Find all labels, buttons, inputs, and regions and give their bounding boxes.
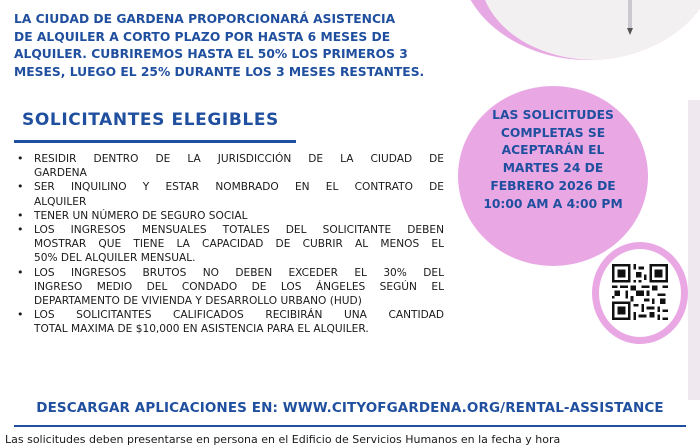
list-item xyxy=(14,266,444,309)
list-item-line: LOS SOLICITANTES CALIFICADOS RECIBIRÁN UNA CANTIDAD xyxy=(34,309,444,322)
footer-text: Las solicitudes deben presentarse en persona en el Edificio de Servicios Humanos en la fecha y hora xyxy=(5,433,561,446)
notice-line: FEBRERO 2026 DE xyxy=(490,178,616,193)
eligibility-heading: SOLICITANTES ELEGIBLES xyxy=(22,110,279,130)
intro-line: LA CIUDAD DE GARDENA PROPORCIONARÁ ASISTENCIA xyxy=(14,12,396,26)
bullet-icon: • xyxy=(17,180,24,194)
bullet-icon: • xyxy=(17,265,24,279)
notice-line: ACEPTARÁN EL xyxy=(501,143,605,158)
list-item-line: TENER UN NÚMERO DE SEGURO SOCIAL xyxy=(34,209,248,222)
qr-code-icon[interactable] xyxy=(612,264,668,320)
list-item xyxy=(14,223,444,266)
decorative-strip xyxy=(688,100,700,400)
eligibility-list xyxy=(14,152,444,337)
list-item-line: 50% DEL ALQUILER MENSUAL. xyxy=(34,252,196,265)
intro-line: ALQUILER. CUBRIREMOS HASTA EL 50% LOS PRIMEROS 3 xyxy=(14,47,408,61)
intro-line: DE ALQUILER A CORTO PLAZO POR HASTA 6 MESES DE xyxy=(14,29,391,44)
list-item-line: INGRESO MEDIO DEL CONDADO DE LOS ÁNGELES SEGÚN EL xyxy=(34,280,444,293)
list-item-line: LOS INGRESOS BRUTOS NO DEBEN EXCEDER EL 30% DEL xyxy=(34,266,444,279)
pen-icon xyxy=(628,0,632,28)
list-item-line: LOS INGRESOS MENSUALES TOTALES DEL SOLICITANTE DEBEN xyxy=(34,224,444,237)
submission-notice xyxy=(458,107,648,213)
list-item xyxy=(14,209,444,223)
bullet-icon: • xyxy=(17,152,24,165)
list-item-line: MOSTRAR QUE TIENE LA CAPACIDAD DE CUBRIR AL MENOS EL xyxy=(34,238,444,251)
notice-line: 10:00 AM A 4:00 PM xyxy=(483,196,623,211)
download-link[interactable]: DESCARGAR APLICACIONES EN: WWW.CITYOFGARDENA.ORG/RENTAL-ASSISTANCE xyxy=(36,400,664,416)
photo-placeholder xyxy=(480,0,700,60)
list-item xyxy=(14,152,444,180)
decorative-circle-top xyxy=(458,0,700,60)
bullet-icon: • xyxy=(17,208,24,222)
bullet-icon: • xyxy=(17,308,24,322)
intro-text xyxy=(14,11,454,81)
download-underline xyxy=(14,425,686,427)
list-item xyxy=(14,180,444,208)
list-item-line: ALQUILER xyxy=(34,195,87,208)
list-item-line: GARDENA xyxy=(34,167,87,180)
list-item xyxy=(14,308,444,336)
bullet-icon: • xyxy=(17,223,24,237)
list-item-line: SER INQUILINO Y ESTAR NOMBRADO EN EL CONTRATO DE xyxy=(34,181,444,194)
notice-line: COMPLETAS SE xyxy=(500,125,606,140)
list-item-line: DEPARTAMENTO DE VIVIENDA Y DESARROLLO URBANO (HUD) xyxy=(34,295,362,308)
notice-line: LAS SOLICITUDES xyxy=(492,108,614,122)
heading-underline xyxy=(14,140,296,143)
qr-circle[interactable] xyxy=(599,249,681,337)
intro-line: MESES, LUEGO EL 25% DURANTE LOS 3 MESES RESTANTES. xyxy=(14,64,425,79)
list-item-line: RESIDIR DENTRO DE LA JURISDICCIÓN DE LA CIUDAD DE xyxy=(34,153,444,165)
list-item-line: TOTAL MAXIMA DE $10,000 EN ASISTENCIA PARA EL ALQUILER. xyxy=(34,323,369,336)
pen-tip xyxy=(627,28,633,35)
notice-line: MARTES 24 DE xyxy=(502,161,604,176)
